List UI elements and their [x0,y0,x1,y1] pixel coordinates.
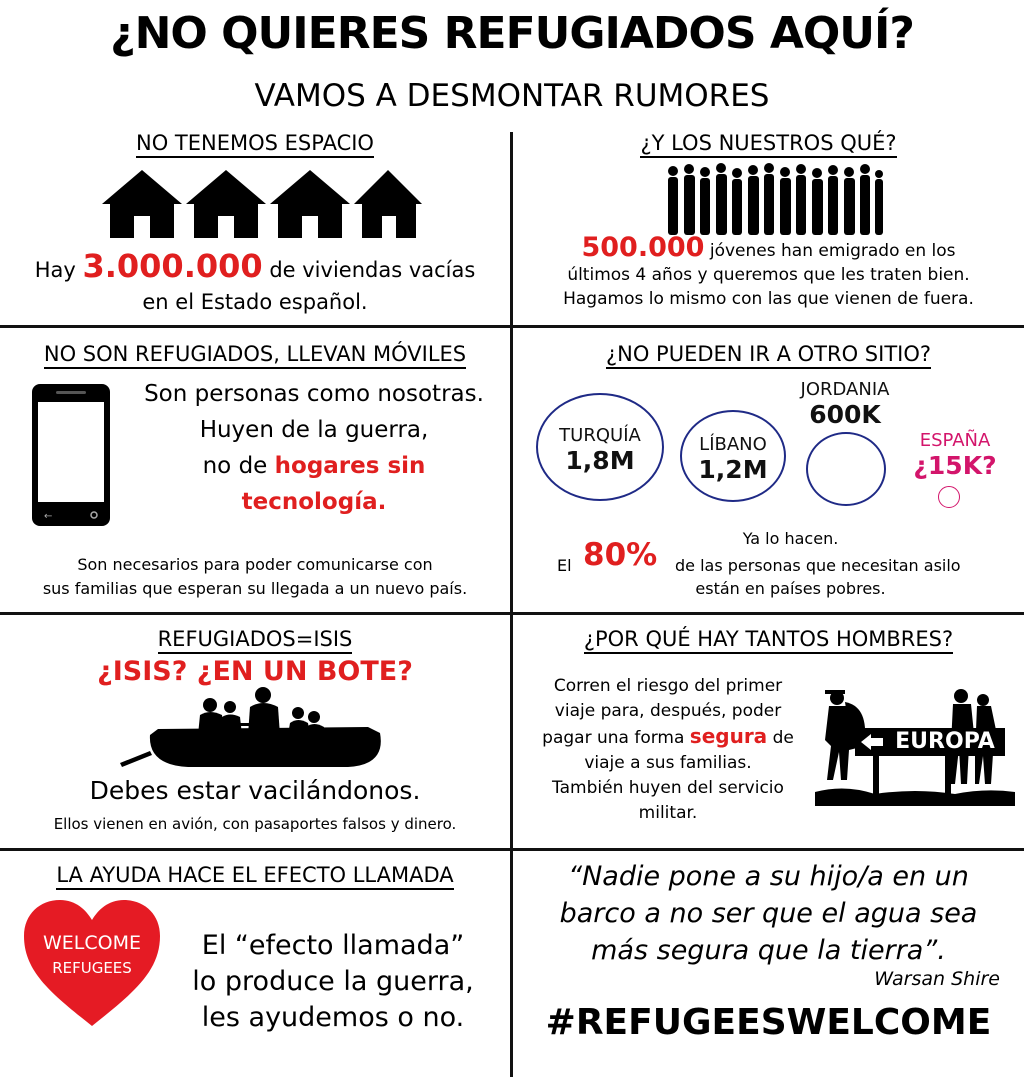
phones-text-2: Huyen de la guerra, [199,417,429,443]
heart-text-1: WELCOME [43,932,141,954]
svg-text:←: ← [44,511,53,522]
men-text-6: militar. [638,803,698,823]
emigration-text-2: últimos 4 años y queremos que les traten bien. [567,265,970,285]
section-space-heading: NO TENEMOS ESPACIO [136,131,374,158]
page-subtitle: VAMOS A DESMONTAR RUMORES [254,78,770,114]
section-men-heading: ¿POR QUÉ HAY TANTOS HOMBRES? [584,627,953,654]
section-other-places-heading: ¿NO PUEDEN IR A OTRO SITIO? [606,342,931,369]
men-text-4: viaje a sus familias. [584,753,752,773]
quote-author: Warsan Shire [874,968,1000,990]
empty-homes-number: 3.000.000 [82,247,263,285]
section-pull-effect-text [168,928,498,1036]
country-name: ESPAÑA [919,430,991,451]
country-value: ¿15K? [913,451,997,480]
section-emigration [513,131,1024,158]
men-text-3b: segura [689,724,768,748]
quote-line-1: “Nadie pone a su hijo/a en un [568,861,969,892]
other-places-text-2b: de las personas que necesitan asilo [675,556,961,575]
section-isis-heading: REFUGIADOS=ISIS [158,627,353,654]
travellers-sign-icon [815,684,1015,806]
quote-block [513,858,1024,969]
section-pull-effect-heading: LA AYUDA HACE EL EFECTO LLAMADA [56,863,453,890]
pull-effect-text-3: les ayudemos o no. [201,1002,465,1033]
section-space-text [0,247,510,318]
emigrated-youth-number: 500.000 [581,232,705,263]
jordan-label [780,379,910,429]
turkey-label [536,425,664,475]
space-text-3: en el Estado español. [142,290,368,314]
page-title: ¿NO QUIERES REFUGIADOS AQUÍ? [110,8,914,59]
men-text-5: También huyen del servicio [552,778,784,798]
country-name: LÍBANO [699,434,767,455]
emigration-text-1: jóvenes han emigrado en los [709,241,956,261]
other-places-text-2a: El [557,556,572,575]
house-icon [270,170,350,238]
other-places-text-1: Ya lo hacen. [742,529,839,548]
heart-text-2: REFUGEES [52,959,132,977]
phones-note-1: Son necesarios para poder comunicarse con [77,555,433,574]
men-text-3c: de [772,728,794,748]
house-icon [354,170,422,238]
section-other-places [513,342,1024,369]
heart-icon [22,898,162,1028]
section-space [0,131,510,158]
crowd-silhouette-icon [665,163,885,235]
men-text-2: viaje para, después, poder [554,701,782,721]
men-text-3a: pagar una forma [542,728,685,748]
section-other-places-text [513,527,1024,601]
isis-text-2: Ellos vienen en avión, con pasaportes falsos y dinero. [53,815,457,833]
section-phones-note [0,553,510,601]
spain-label [900,430,1010,480]
section-men-text [513,674,823,826]
phones-text-3b: hogares sin [274,453,426,479]
space-text-1: Hay [34,258,76,282]
isis-text-1: Debes estar vacilándonos. [89,776,421,805]
house-icon [102,170,182,238]
section-emigration-heading: ¿Y LOS NUESTROS QUÉ? [640,131,896,158]
pull-effect-text-2: lo produce la guerra, [192,966,474,997]
section-phones-text [118,376,510,520]
lebanon-label [680,434,786,484]
men-text-1: Corren el riesgo del primer [553,676,783,696]
house-icon [186,170,266,238]
country-name: JORDANIA [800,379,890,400]
section-pull-effect [0,863,510,890]
houses-group [102,166,422,241]
phones-text-1: Son personas como nosotras. [144,381,484,407]
section-phones-heading: NO SON REFUGIADOS, LLEVAN MÓVILES [44,342,466,369]
quote-line-3: más segura que la tierra”. [591,935,946,966]
phones-text-3a: no de [202,453,268,479]
spain-circle [938,486,960,508]
isis-subheading: ¿ISIS? ¿EN UN BOTE? [97,656,413,687]
pull-effect-text-1: El “efecto llamada” [201,930,465,961]
country-value: 600K [809,400,881,429]
europa-sign-text: EUROPA [895,729,995,754]
phones-note-2: sus familias que esperan su llegada a un nuevo país. [42,579,468,598]
section-men [513,627,1024,654]
section-phones [0,342,510,369]
space-text-2: de viviendas vacías [269,258,476,282]
boat-silhouette-icon [118,685,388,770]
jordan-circle [806,432,886,506]
hashtag: #REFUGEESWELCOME [545,1002,992,1043]
section-isis [0,627,510,654]
quote-line-2: barco a no ser que el agua sea [559,898,978,929]
country-name: TURQUÍA [559,425,641,446]
section-emigration-text [513,232,1024,311]
country-value: 1,8M [565,446,635,475]
country-value: 1,2M [698,455,768,484]
smartphone-icon [30,382,112,528]
asylum-percent: 80% [583,537,658,573]
emigration-text-3: Hagamos lo mismo con las que vienen de fuera. [563,289,974,309]
phones-text-4: tecnología. [241,489,387,515]
other-places-text-3: están en países pobres. [695,579,886,598]
